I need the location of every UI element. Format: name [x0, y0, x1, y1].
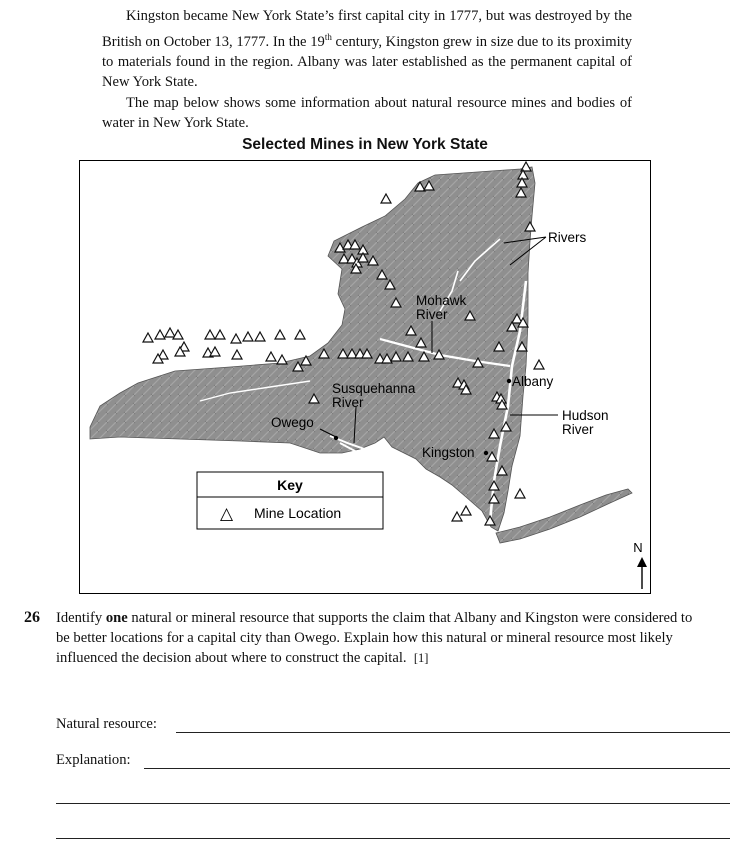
kingston-label: Kingston [422, 445, 475, 460]
mine-triangle-icon [165, 328, 175, 337]
mine-triangle-icon [515, 489, 525, 498]
mine-triangle-icon [210, 347, 220, 356]
explanation-label: Explanation: [56, 752, 131, 768]
mine-triangle-icon [521, 162, 531, 171]
mine-triangle-icon [452, 512, 462, 521]
mohawk-label-line2: River [416, 307, 448, 322]
owego-label: Owego [271, 415, 314, 430]
mine-triangle-icon [534, 360, 544, 369]
question-text: Identify one natural or mineral resource that supports the claim that Albany and Kingston were considered to be better locations for a capital city than Owego. Explain how this natural or mineral resource most likely influenced the decision about where to construct the capital. [1] [56, 610, 693, 666]
mine-triangle-icon [155, 330, 165, 339]
explanation-answer-line-1[interactable] [144, 768, 730, 769]
hudson-label-line1: Hudson [562, 408, 609, 423]
map-key [197, 472, 383, 529]
new-york-map [80, 161, 651, 594]
mine-triangle-icon [295, 330, 305, 339]
mine-triangle-icon [243, 332, 253, 341]
mine-triangle-icon [275, 330, 285, 339]
kingston-dot [484, 451, 488, 455]
question-emphasis: one [105, 610, 128, 626]
mine-triangle-icon [205, 330, 215, 339]
rivers-label: Rivers [548, 230, 587, 245]
intro-text [102, 6, 632, 134]
mine-triangle-icon [255, 332, 265, 341]
hudson-label-line2: River [562, 422, 594, 437]
owego-dot [334, 436, 338, 440]
albany-dot [507, 379, 511, 383]
north-arrow [633, 540, 647, 589]
map-title: Selected Mines in New York State [242, 136, 488, 153]
intro-paragraph-1: Kingston became New York State’s first capital city in 1777, but was destroyed by the British on October 13, 1777. In the 19th century, Kingston grew in size due to its proximity to materials found in the region. Albany was later established as the permanent capital of New York State. [102, 8, 632, 91]
natural-resource-label: Natural resource: [56, 716, 157, 732]
mine-triangle-icon [266, 352, 276, 361]
intro-paragraph-2: The map below shows some information about natural resource mines and bodies of water in New York State. [102, 94, 632, 132]
mine-triangle-icon [173, 330, 183, 339]
mohawk-label-line1: Mohawk [416, 293, 467, 308]
susquehanna-label-line2: River [332, 395, 364, 410]
mine-triangle-icon [461, 506, 471, 515]
question-points: [1] [413, 651, 429, 665]
natural-resource-answer-line[interactable] [176, 732, 730, 733]
superscript-th: th [324, 31, 332, 42]
north-letter: N [633, 540, 643, 555]
map-frame [79, 160, 651, 594]
explanation-answer-line-3[interactable] [56, 838, 730, 839]
susquehanna-label-line1: Susquehanna [332, 381, 416, 396]
explanation-answer-line-2[interactable] [56, 803, 730, 804]
key-title: Key [277, 477, 303, 493]
key-triangle-icon: △ [220, 504, 234, 524]
mine-triangle-icon [143, 333, 153, 342]
question-number: 26 [24, 609, 40, 626]
key-entry-label: Mine Location [254, 505, 342, 521]
mine-triangle-icon [215, 330, 225, 339]
albany-label: Albany [512, 374, 554, 389]
mine-triangle-icon [277, 355, 287, 364]
mine-triangle-icon [231, 334, 241, 343]
mine-triangle-icon [381, 194, 391, 203]
mine-triangle-icon [232, 350, 242, 359]
